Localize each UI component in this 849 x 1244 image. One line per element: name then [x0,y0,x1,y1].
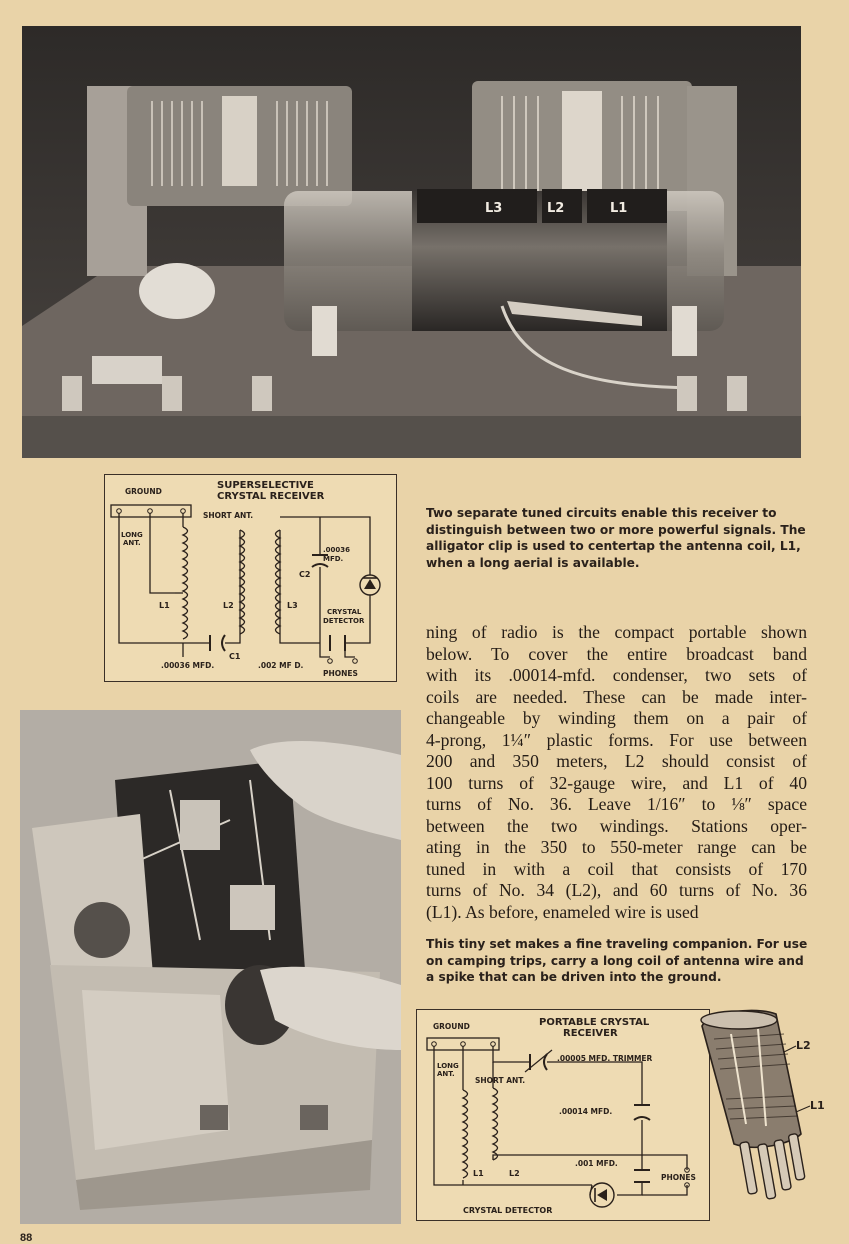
label-l2-2: L2 [509,1169,520,1178]
schematic-portable-receiver [416,1009,710,1221]
schematic-2-title-line1: PORTABLE CRYSTAL [539,1017,650,1028]
label-l1: L1 [159,601,170,610]
body-line: turns of No. 36. Leave 1/16″ to ⅛″ space [426,794,807,814]
label-trimmer: .00005 MFD. TRIMMER [557,1054,653,1063]
body-line: coils are needed. These can be made inter- [426,686,807,707]
label-l2: L2 [223,601,234,610]
page-number: 88 [20,1232,33,1244]
label-c2: C2 [299,570,311,579]
label-short-ant-2: SHORT ANT. [475,1076,526,1085]
label-phones: PHONES [323,669,358,678]
label-ground: GROUND [125,487,162,496]
photo-crystal-receiver-top [22,26,801,458]
label-detector: CRYSTAL DETECTOR [463,1206,553,1215]
label-tuning-cap: .00014 MFD. [559,1107,613,1116]
schematic-1-title-line1: SUPERSELECTIVE [217,480,314,491]
body-line: ning of radio is the compact portable shown [426,622,807,642]
body-line: between the two windings. Stations oper- [426,815,807,836]
coil-label-l2: L2 [547,201,565,216]
label-crystal-2: DETECTOR [323,617,365,625]
body-line: 200 and 350 meters, L2 should consist of [426,751,807,771]
body-line: 100 turns of 32-gauge wire, and L1 of 40 [426,772,807,793]
coil-label-l2-drawing: L2 [796,1039,811,1052]
coil-label-l1-drawing: L1 [810,1099,825,1112]
label-bypass-2: .001 MFD. [575,1159,618,1168]
label-long-ant-2: ANT. [123,539,141,547]
schematic-2-title-line2: RECEIVER [563,1028,618,1039]
label-c1-value: .00036 MFD. [161,661,215,670]
label-phones-2: PHONES [661,1173,696,1182]
label-l1-2: L1 [473,1169,484,1178]
body-line: 4-prong, 1¼″ plastic forms. For use between [426,729,807,750]
photo-portable-receiver [20,710,401,1224]
body-line: turns of No. 34 (L2), and 60 turns of No. 36 [426,880,807,900]
label-long-ant-2-2: ANT. [437,1070,455,1078]
caption-superselective: Two separate tuned circuits enable this receiver to distinguish between two or more powerful signals. The alligator clip is used to centertap the antenna coil, L1, when a long aerial is available. [426,506,806,570]
label-l3: L3 [287,601,298,610]
label-c2-value-1: .00036 [323,546,351,554]
coil-label-l1: L1 [610,201,628,216]
body-line: changeable by winding them on a pair of [426,708,807,728]
body-text [426,622,807,923]
schematic-1-title-line2: CRYSTAL RECEIVER [217,491,325,502]
label-long-ant-2-1: LONG [437,1062,459,1070]
caption-portable: This tiny set makes a fine traveling companion. For use on camping trips, carry a long coil of antenna wire and a spike that can be driven into the ground. [426,937,808,984]
schematic-superselective-receiver [104,474,397,682]
body-line: below. To cover the entire broadcast band [426,643,807,664]
label-crystal-1: CRYSTAL [327,608,362,616]
label-short-ant: SHORT ANT. [203,511,254,520]
label-c1: C1 [229,652,241,661]
body-line: tuned in with a coil that consists of 170 [426,858,807,879]
label-ground-2: GROUND [433,1022,470,1031]
label-long-ant-1: LONG [121,531,143,539]
drawing-plug-in-coil [696,1004,826,1210]
coil-label-l3: L3 [485,201,503,216]
label-c2-value-2: MFD. [323,555,344,563]
body-line: (L1). As before, enameled wire is used [426,901,699,922]
body-line: with its .00014-mfd. condenser, two sets of [426,665,807,685]
body-line: ating in the 350 to 550-meter range can be [426,837,807,857]
label-bypass-value: .002 MF D. [258,661,304,670]
